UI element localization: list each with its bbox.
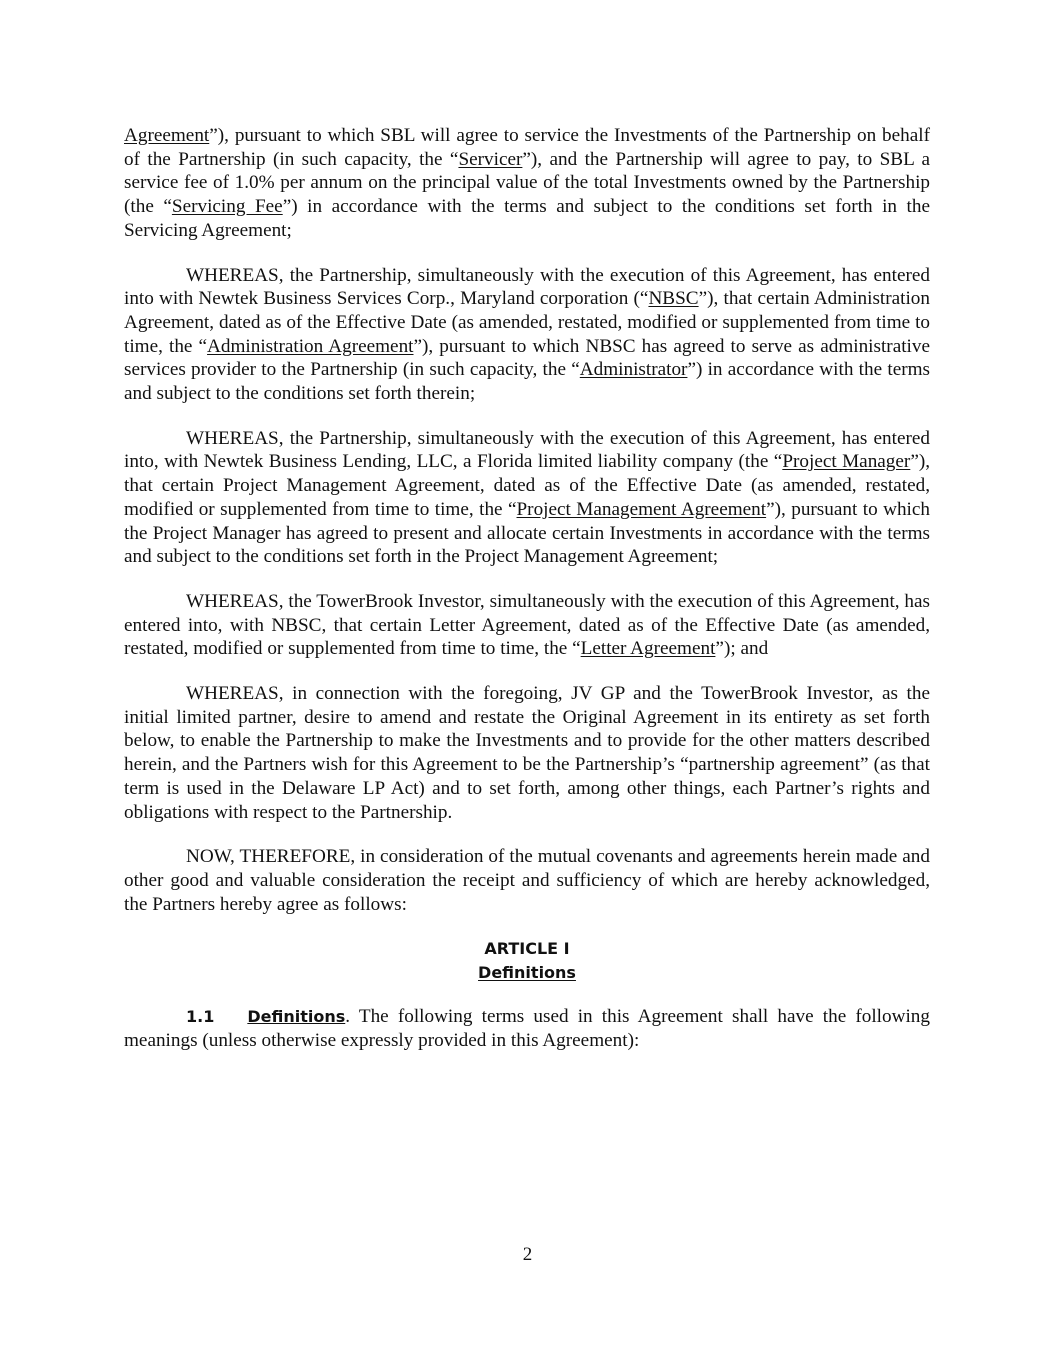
section-1-1	[124, 1005, 930, 1052]
section-text: . The following terms used in this Agreement shall have the following meanings (unless otherwise expressly provided in this Agreement):	[124, 1006, 930, 1052]
paragraph-amend-restate	[124, 682, 930, 824]
paragraph-administration	[124, 264, 930, 406]
paragraph-text: ”), that certain Administration Agreement, dated as of the Effective Date (as amended, restated, modified or supplemented from time to time, the “	[124, 288, 930, 357]
article-heading	[124, 937, 930, 985]
paragraph-text: ”), pursuant to which NBSC has agreed to serve as administrative services provider to the Partnership (in such capacity, the “	[124, 335, 930, 381]
defined-term: Administrator	[579, 359, 688, 381]
paragraph-now-therefore	[124, 845, 930, 916]
defined-term: Administration Agreement	[207, 335, 414, 357]
paragraph-text: ”), that certain Project Management Agreement, dated as of the Effective Date (as amended, restated, modified or supplemented from time to time, the “	[124, 451, 931, 520]
paragraph-text: ”) in accordance with the terms and subject to the conditions set forth therein;	[124, 359, 931, 405]
section-number: 1.1	[186, 1007, 215, 1027]
paragraph-letter-agreement	[124, 590, 930, 661]
defined-term: Servicer	[458, 148, 523, 170]
article-subtitle: Definitions	[478, 963, 576, 983]
defined-term: NBSC	[648, 288, 699, 310]
paragraph-text: WHEREAS, the Partnership, simultaneously with the execution of this Agreement, has entered into, with Newtek Business Lending, LLC, a Florida limited liability company (the “	[124, 427, 930, 473]
defined-term: Project Management Agreement	[516, 498, 767, 520]
defined-term: Servicing Fee	[171, 196, 283, 218]
defined-term: Project Manager	[782, 451, 911, 473]
paragraph-text: WHEREAS, the TowerBrook Investor, simultaneously with the execution of this Agreement, has entered into, with NBSC, that certain Letter Agreement, dated as of the Effective Date (as amended, restated, modified or supplemented from time to time, the “	[124, 590, 930, 660]
paragraph-text: ”) in accordance with the terms and subject to the conditions set forth in the Servicing Agreement;	[124, 196, 930, 241]
paragraph-servicing	[124, 124, 930, 243]
paragraph-text: ”), pursuant to which SBL will agree to service the Investments of the Partnership on behalf of the Partnership (in such capacity, the “	[124, 125, 930, 170]
page-number: 2	[522, 1244, 533, 1265]
paragraph-text: NOW, THEREFORE, in consideration of the mutual covenants and agreements herein made and other good and valuable consideration the receipt and sufficiency of which are hereby acknowledged, the Partners hereby agree as follows:	[124, 846, 930, 915]
defined-term: Letter Agreement	[580, 638, 716, 660]
section-title: Definitions	[247, 1007, 346, 1027]
defined-term: Agreement	[124, 125, 210, 146]
paragraph-project-management	[124, 427, 930, 569]
paragraph-text: ”), and the Partnership will agree to pay, to SBL a service fee of 1.0% per annum on the principal value of the total Investments owned by the Partnership (the “	[124, 148, 930, 218]
paragraph-text: ”); and	[715, 638, 769, 660]
document-page	[124, 124, 930, 1074]
paragraph-text: WHEREAS, the Partnership, simultaneously with the execution of this Agreement, has entered into with Newtek Business Services Corp., Maryland corporation (“	[124, 264, 930, 310]
article-title: ARTICLE I	[484, 939, 570, 959]
paragraph-text: WHEREAS, in connection with the foregoing, JV GP and the TowerBrook Investor, as the initial limited partner, desire to amend and restate the Original Agreement in its entirety as set forth below, to enable the Partnership to make the Investments and to provide for the other matters described herein, and the Partners wish for this Agreement to be the Partnership’s “partnership agreement” (as that term is used in the Delaware LP Act) and to set forth, among other things, each Partner’s rights and obligations with respect to the Partnership.	[124, 683, 930, 823]
paragraph-text: ”), pursuant to which the Project Manager has agreed to present and allocate certain Investments in accordance with the terms and subject to the conditions set forth in the Project Management Agreement;	[124, 498, 931, 568]
